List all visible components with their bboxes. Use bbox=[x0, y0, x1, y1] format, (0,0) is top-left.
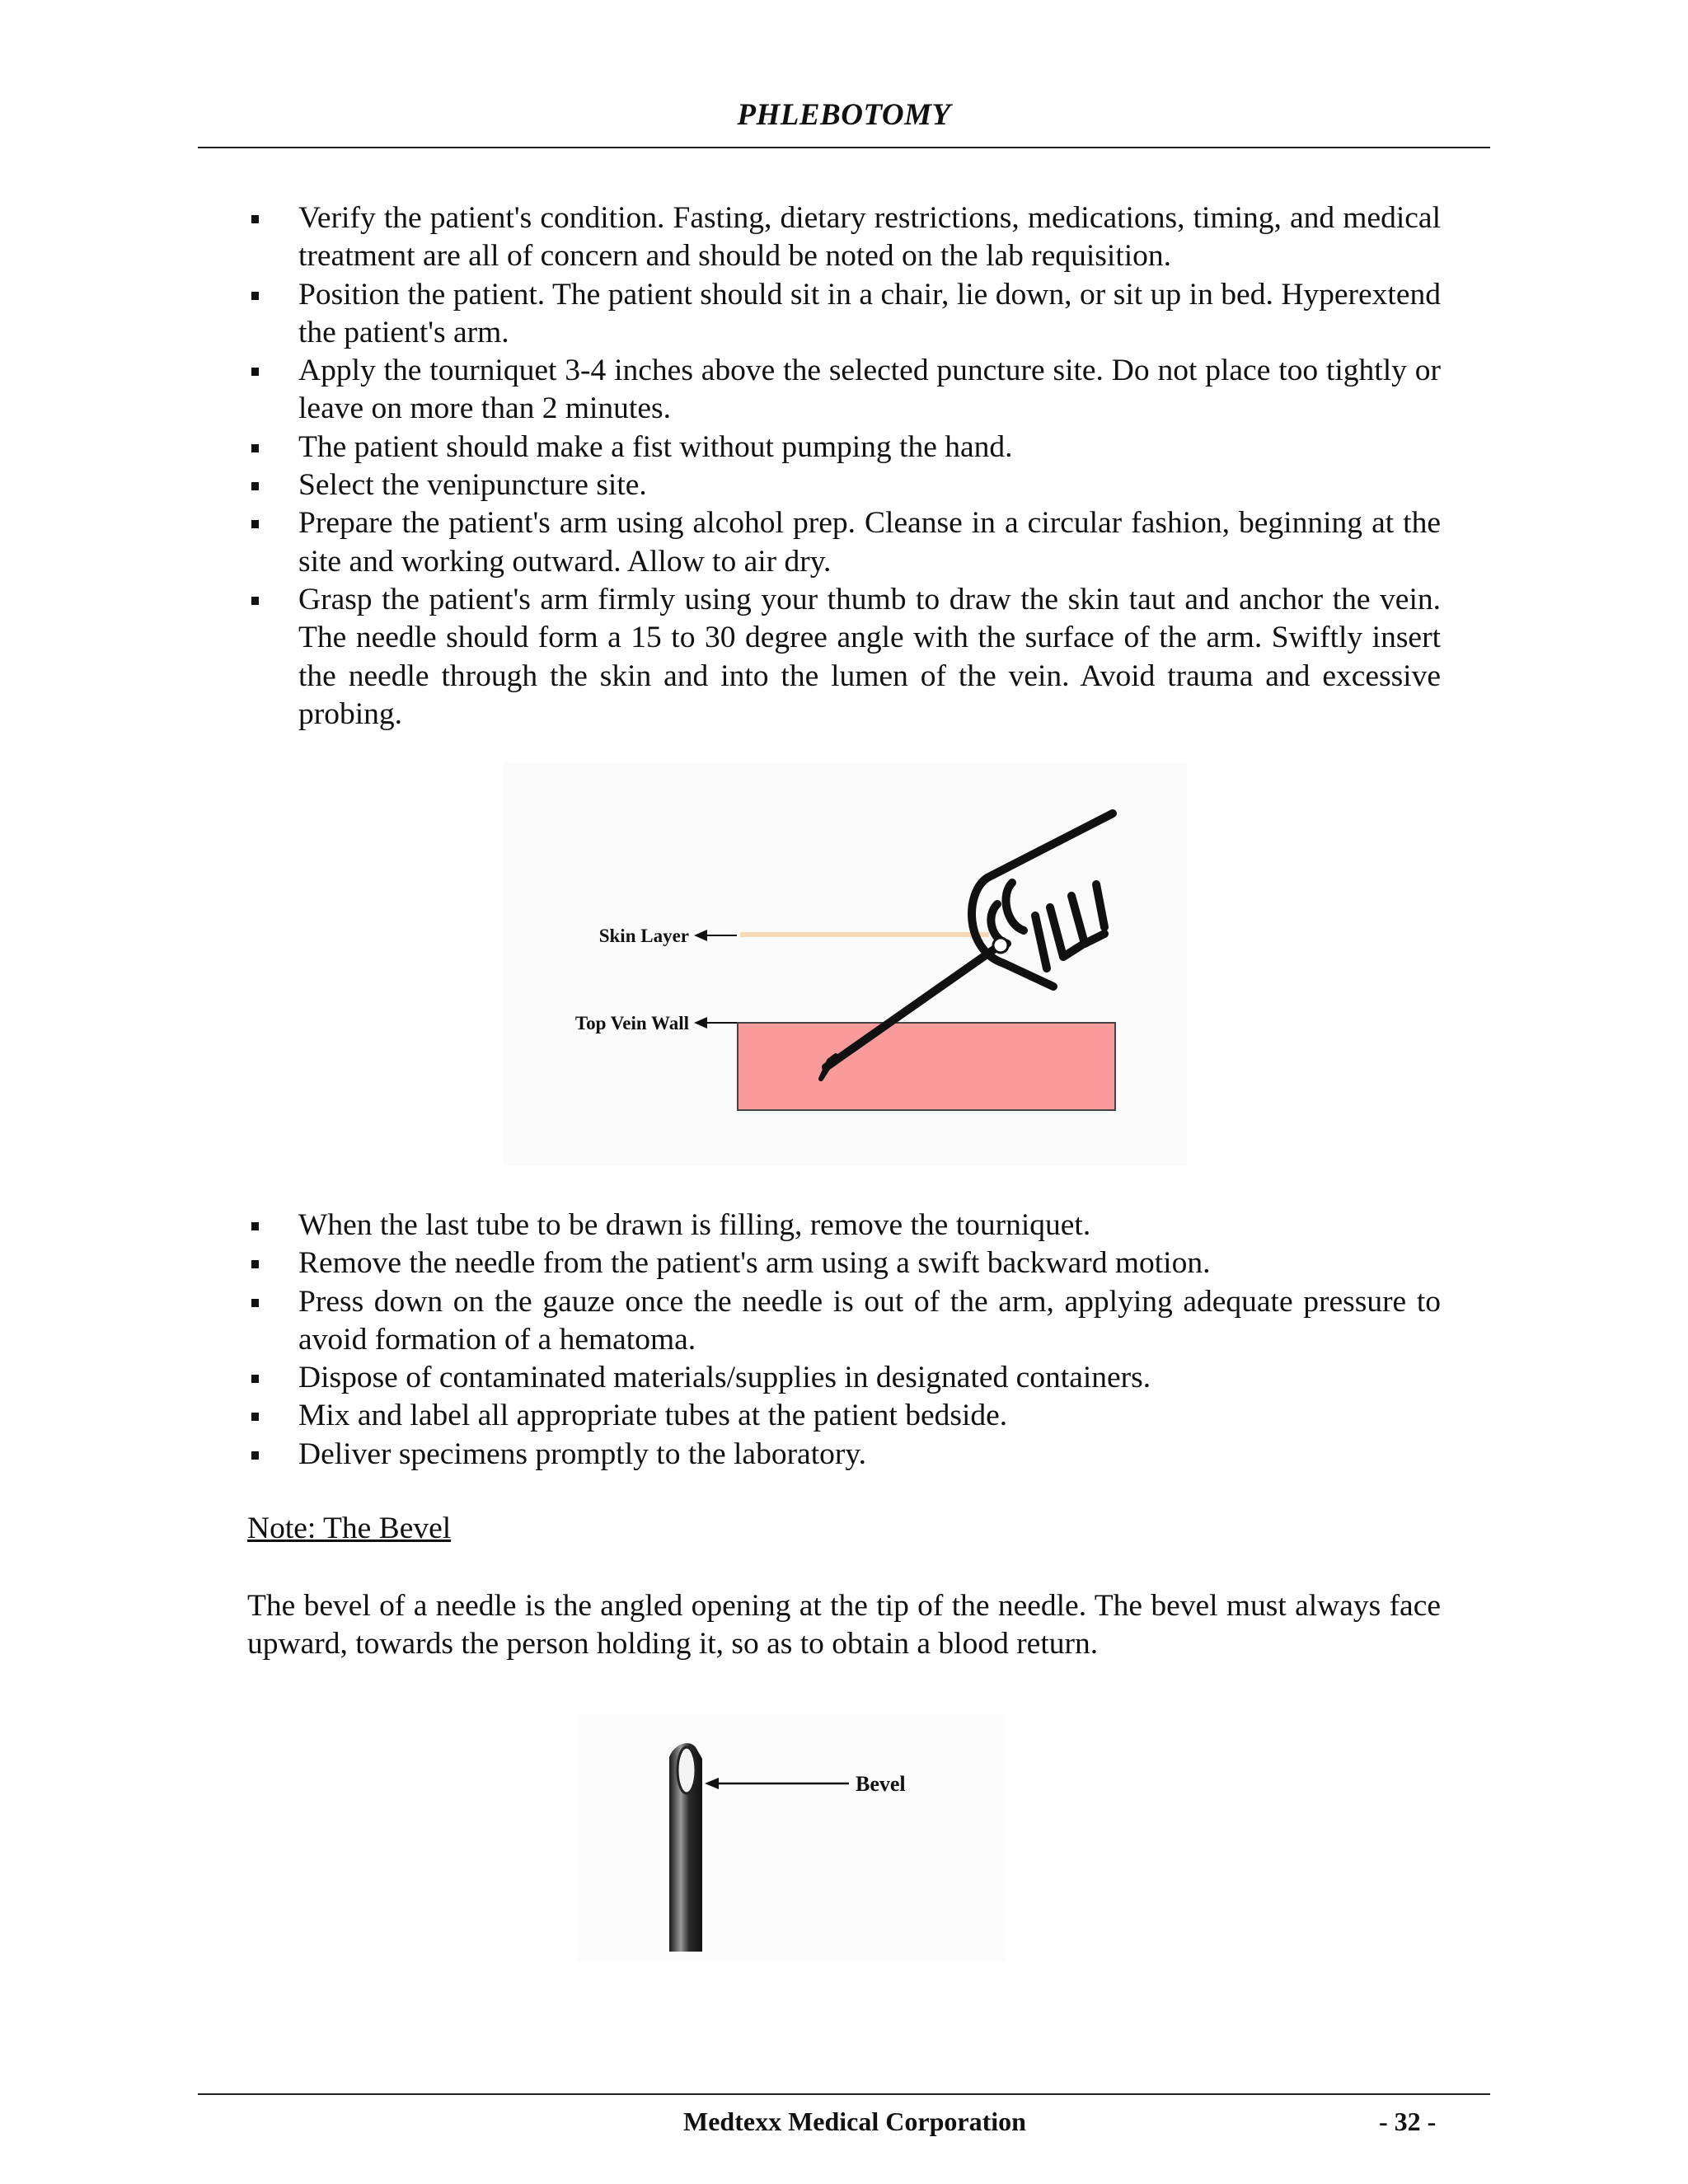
footer-company: Medtexx Medical Corporation bbox=[683, 2107, 1026, 2136]
needle-bevel-figure bbox=[577, 1714, 1006, 1961]
list-item: Mix and label all appropriate tubes at the patient bedside. bbox=[247, 1397, 1441, 1435]
list-item: Press down on the gauze once the needle is out of the arm, applying adequate pressure to avoid formation of a hematoma. bbox=[247, 1283, 1441, 1360]
needle-shaft bbox=[669, 1788, 702, 1952]
footer-rule bbox=[198, 2093, 1490, 2095]
page-title: PHLEBOTOMY bbox=[737, 98, 951, 132]
list-item: Dispose of contaminated materials/supplies in designated containers. bbox=[247, 1359, 1441, 1397]
procedure-steps-bottom bbox=[247, 1207, 1441, 1474]
note-paragraph: The bevel of a needle is the angled opening at the tip of the needle. The bevel must always face upward, towards the person holding it, so as to obtain a blood return. bbox=[247, 1589, 1441, 1661]
list-item: The patient should make a fist without pumping the hand. bbox=[247, 429, 1441, 466]
skin-layer-label: Skin Layer bbox=[598, 926, 689, 946]
needle-insertion-figure bbox=[503, 762, 1187, 1166]
note-heading: Note: The Bevel bbox=[247, 1511, 452, 1545]
list-item: Position the patient. The patient should sit in a chair, lie down, or sit up in bed. Hyperextend the patient's arm. bbox=[247, 276, 1441, 353]
bevel-label: Bevel bbox=[856, 1772, 906, 1796]
list-item: Select the venipuncture site. bbox=[247, 466, 1441, 504]
procedure-steps-top bbox=[247, 199, 1441, 733]
list-item: When the last tube to be drawn is filling, remove the tourniquet. bbox=[247, 1207, 1441, 1244]
list-item: Grasp the patient's arm firmly using your thumb to draw the skin taut and anchor the vein. The needle should form a 15 to 30 degree angle with the surface of the arm. Swiftly insert the needle through the skin and into the lumen of the vein. Avoid trauma and excessive probing. bbox=[247, 581, 1441, 733]
header-rule bbox=[198, 147, 1490, 148]
top-vein-wall-label: Top Vein Wall bbox=[574, 1013, 689, 1033]
vein-block bbox=[738, 1023, 1115, 1110]
list-item: Deliver specimens promptly to the laboratory. bbox=[247, 1436, 1441, 1474]
list-item: Apply the tourniquet 3-4 inches above the selected puncture site. Do not place too tightly or leave on more than 2 minutes. bbox=[247, 352, 1441, 429]
page-number: - 32 - bbox=[1379, 2107, 1437, 2136]
list-item: Verify the patient's condition. Fasting, dietary restrictions, medications, timing, and medical treatment are all of concern and should be noted on the lab requisition. bbox=[247, 199, 1441, 276]
list-item: Remove the needle from the patient's arm using a swift backward motion. bbox=[247, 1244, 1441, 1282]
list-item: Prepare the patient's arm using alcohol prep. Cleanse in a circular fashion, beginning at the site and working outward. Allow to air dry. bbox=[247, 504, 1441, 581]
bevel-opening bbox=[678, 1747, 696, 1793]
